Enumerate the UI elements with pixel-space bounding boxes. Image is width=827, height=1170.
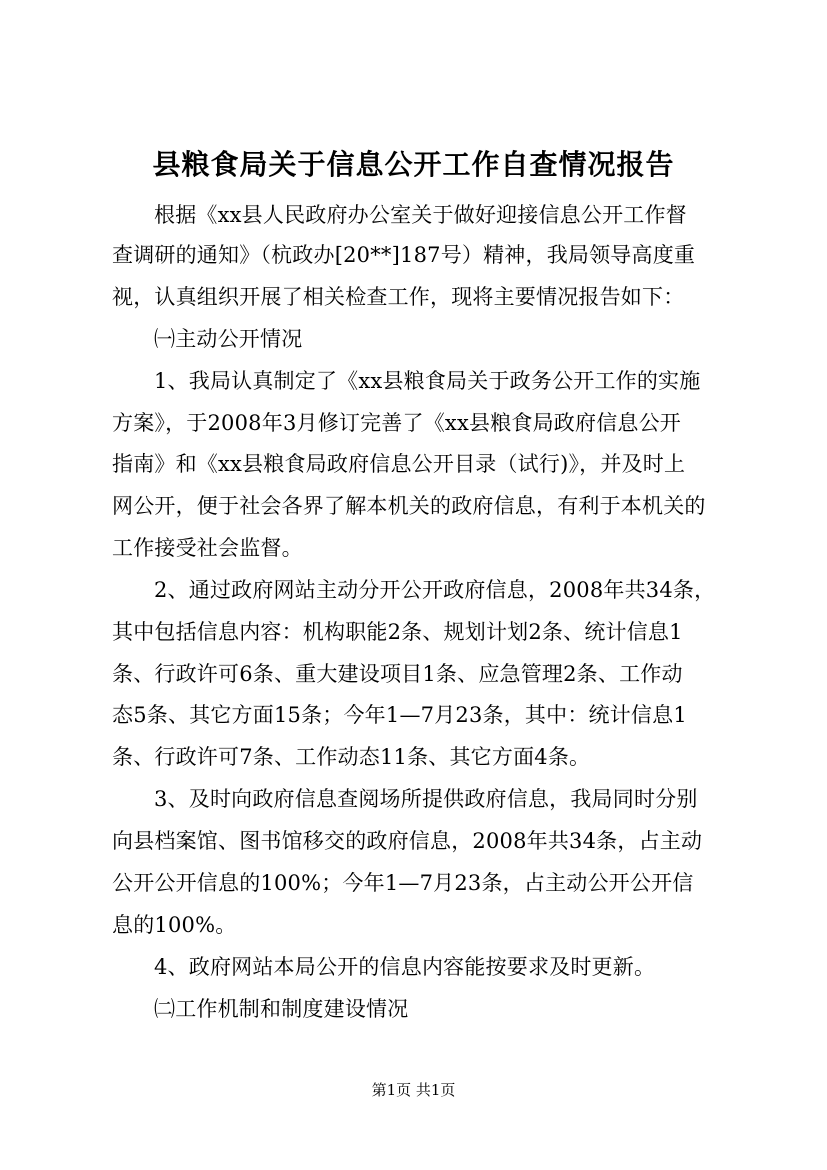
paragraph-line: 工作接受社会监督。: [112, 536, 303, 560]
paragraph-line: 方案》，于2008年3月修订完善了《xx县粮食局政府信息公开: [112, 411, 681, 435]
document-title: 县粮食局关于信息公开工作自查情况报告: [152, 148, 675, 181]
page-footer: 第1页 共1页: [371, 1081, 456, 1099]
paragraph-line: 指南》和《xx县粮食局政府信息公开目录（试行)》，并及时上: [112, 452, 686, 476]
paragraph-line: 2、通过政府网站主动分开公开政府信息，2008年共34条，: [154, 578, 716, 602]
paragraph-line: 态5条、其它方面15条；今年1—7月23条，其中：统计信息1: [112, 703, 687, 727]
section-heading: ㈡工作机制和制度建设情况: [154, 997, 409, 1021]
paragraph-line: 条、行政许可6条、重大建设项目1条、应急管理2条、工作动: [112, 662, 683, 686]
paragraph-line: 4、政府网站本局公开的信息内容能按要求及时更新。: [154, 955, 656, 979]
paragraph-line: 1、我局认真制定了《xx县粮食局关于政务公开工作的实施: [154, 369, 701, 393]
paragraph-line: 其中包括信息内容：机构职能2条、规划计划2条、统计信息1: [112, 620, 683, 644]
paragraph-line: 网公开，便于社会各界了解本机关的政府信息，有利于本机关的: [112, 494, 706, 518]
paragraph-line: 根据《xx县人民政府办公室关于做好迎接信息公开工作督: [154, 203, 687, 227]
paragraph-line: 3、及时向政府信息查阅场所提供政府信息，我局同时分别: [154, 787, 698, 811]
paragraph-line: 息的100%。: [112, 913, 237, 937]
paragraph-line: 视，认真组织开展了相关检查工作，现将主要情况报告如下：: [112, 285, 685, 309]
paragraph-line: 公开公开信息的100%；今年1—7月23条，占主动公开公开信: [112, 871, 694, 895]
section-heading: ㈠主动公开情况: [154, 327, 303, 351]
paragraph-line: 条、行政许可7条、工作动态11条、其它方面4条。: [112, 745, 591, 769]
paragraph-line: 查调研的通知》（杭政办[20**]187号）精神，我局领导高度重: [112, 243, 696, 267]
paragraph-line: 向县档案馆、图书馆移交的政府信息，2008年共34条，占主动: [112, 829, 703, 853]
